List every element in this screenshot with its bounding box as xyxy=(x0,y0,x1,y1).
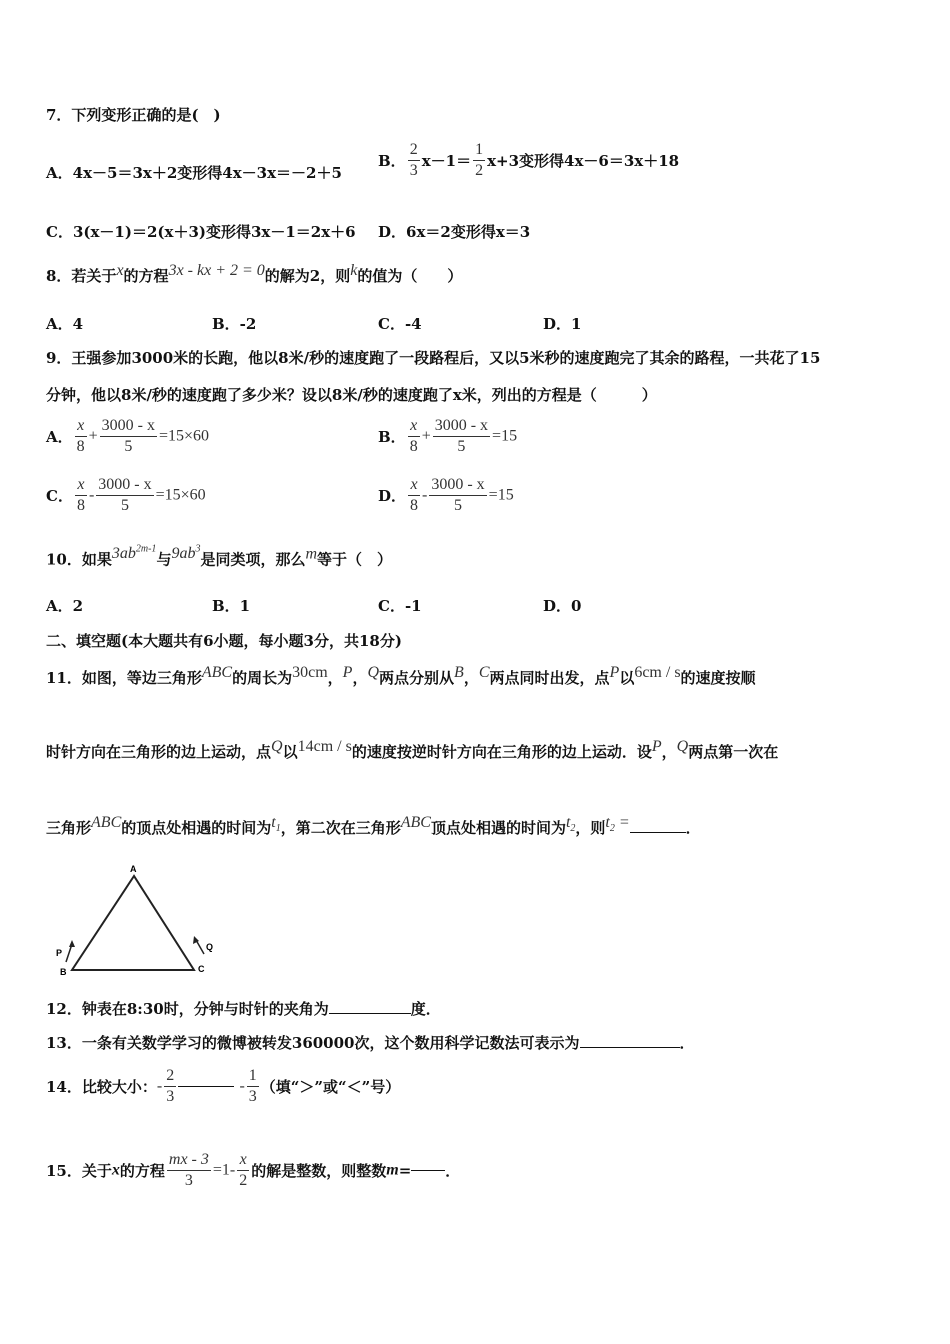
q8-option-d: D．1 xyxy=(543,315,582,333)
q12: 12．钟表在8:30时，分钟与时针的夹角为 度． xyxy=(46,1000,441,1018)
q9-option-a: A． $\frac{x}{8}$ + $\frac{3000 - x}{5}$ =15×60 xyxy=(46,417,210,455)
q14: 14．比较大小：- $\frac{2}{3}$ - $\frac{1}{3}$ （填“＞”或“＜”号） xyxy=(46,1067,401,1105)
q10-option-d: D．0 xyxy=(543,597,582,615)
q9-stem-line1: 9．王强参加3000米的长跑，他以8米/秒的速度跑了一段路程后，又以5米秒的速度跑完了其余的路程，一共花了15 xyxy=(46,349,821,367)
q11-line2: 时针方向在三角形的边上运动，点$^Q$以$^{14cm / s}$的速度按逆时针方向在三角形的边上运动．设$^P$，$^Q$两点第一次在 xyxy=(46,738,779,761)
q11-line3: 三角形$^{ABC}$的顶点处相遇的时间为$^{t_1}$，第二次在三角形$^{ABC}$顶点处相遇的时间为$^{t_2}$，则$^{t_2 =}$ ． xyxy=(46,814,701,837)
q9-stem-line2: 分钟，他以8米/秒的速度跑了多少米？设以8米/秒的速度跑了x米，列出的方程是（ ） xyxy=(46,386,657,404)
q8-option-c: C．-4 xyxy=(378,315,422,333)
q8-option-a: A．4 xyxy=(46,315,84,333)
fraction: $\frac{2}{3}$ xyxy=(409,141,418,179)
q15: 15．关于x的方程 $\frac{mx - 3}{3}$ =1- $\frac{x}{2}$ 的解是整数，则整数m= ． xyxy=(46,1151,461,1189)
arrowhead-p xyxy=(69,940,75,947)
answer-blank xyxy=(411,1170,445,1171)
q9-option-d: D． $\frac{x}{8}$ - $\frac{3000 - x}{5}$ =15 xyxy=(378,476,514,514)
q8-stem: 8．若关于$^x$的方程$^{3x - kx + 2 = 0}$的解为2，则$^k$的值为（ ） xyxy=(46,262,463,285)
answer-blank xyxy=(178,1086,234,1087)
q9-option-b: B． $\frac{x}{8}$ + $\frac{3000 - x}{5}$ =15 xyxy=(378,417,518,455)
q7-stem: 7．下列变形正确的是( ) xyxy=(46,106,221,124)
q7-option-d: D．6x＝2变形得x＝3 xyxy=(378,223,531,241)
vertex-c-label: C xyxy=(198,964,205,974)
triangle-abc xyxy=(72,876,194,970)
q10-option-c: C．-1 xyxy=(378,597,422,615)
vertex-b-label: B xyxy=(60,967,67,977)
q11-line1: 11．如图，等边三角形$^{ABC}$的周长为$^{30cm}$，$^P$，$^Q$两点分别从$^B$，$^C$两点同时出发，点$^P$以$^{6cm / s}$的速度按顺 xyxy=(46,664,756,687)
q7-option-c: C．3(x－1)＝2(x＋3)变形得3x－1＝2x＋6 xyxy=(46,223,356,241)
q7-option-b: B． $\frac{2}{3}$ x－1＝ $\frac{1}{2}$ x+3变形得4x－6＝3x＋18 xyxy=(378,141,680,179)
q8-option-b: B．-2 xyxy=(212,315,257,333)
fraction: $\frac{1}{2}$ xyxy=(475,141,484,179)
q9-option-c: C． $\frac{x}{8}$ - $\frac{3000 - x}{5}$ =15×60 xyxy=(46,476,206,514)
triangle-figure xyxy=(52,860,222,980)
point-p-label: P xyxy=(56,948,63,958)
q10-option-a: A．2 xyxy=(46,597,84,615)
q7-option-a: A．4x－5＝3x＋2变形得4x－3x＝－2＋5 xyxy=(46,164,342,182)
q10-option-b: B．1 xyxy=(212,597,251,615)
point-q-label: Q xyxy=(206,942,214,952)
answer-blank xyxy=(329,1013,411,1014)
q10-stem: 10．如果$^{3ab^{2m-1}}$与$^{9ab^3}$是同类项，那么$^m$等于（ ） xyxy=(46,544,393,569)
answer-blank xyxy=(580,1047,680,1048)
arrow-q xyxy=(196,940,204,954)
q13: 13．一条有关数学学习的微博被转发360000次，这个数用科学记数法可表示为 ． xyxy=(46,1034,695,1052)
section-heading: 二、填空题(本大题共有6小题，每小题3分，共18分) xyxy=(46,632,402,650)
answer-blank xyxy=(630,832,686,833)
vertex-a-label: A xyxy=(130,864,137,874)
